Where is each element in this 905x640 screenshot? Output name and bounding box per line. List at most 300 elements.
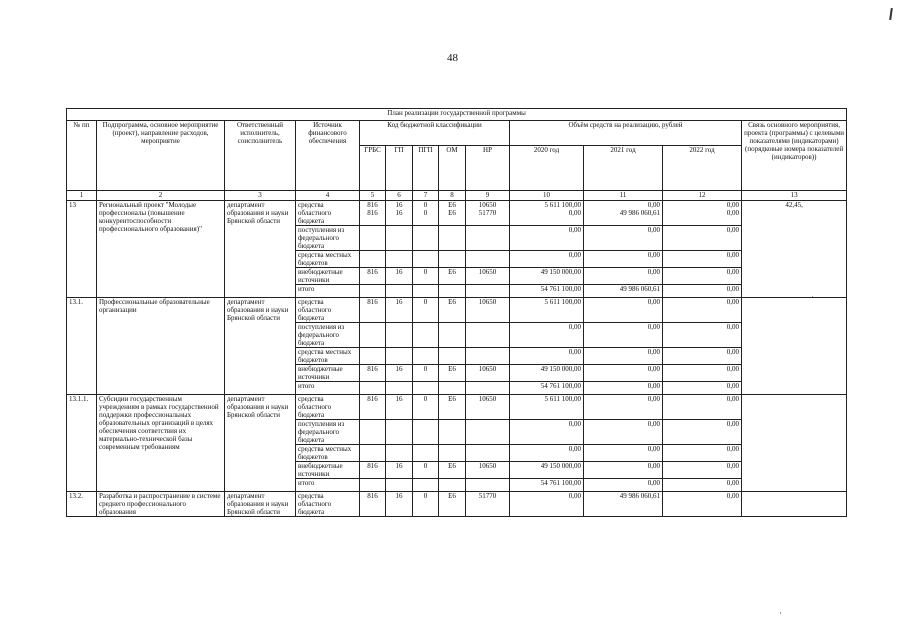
amount-value: 0,00 bbox=[647, 348, 660, 356]
amount-value: 0,00 bbox=[647, 365, 660, 373]
scan-edge-mark bbox=[889, 8, 893, 20]
budget-code-cell bbox=[466, 226, 510, 251]
header-nr: НР bbox=[466, 146, 510, 191]
code-value: 10650 bbox=[478, 201, 497, 209]
column-number: 10 bbox=[510, 191, 584, 201]
budget-code-cell bbox=[386, 201, 413, 226]
budget-code-cell bbox=[466, 445, 510, 462]
amount-value: 0,00 bbox=[568, 323, 581, 331]
code-value: 10650 bbox=[478, 298, 497, 306]
amount-value: 0,00 bbox=[726, 420, 739, 428]
code-stack bbox=[362, 479, 383, 491]
code-stack bbox=[362, 201, 383, 221]
amount-2020 bbox=[510, 201, 584, 226]
budget-code-cell bbox=[413, 462, 439, 479]
executor: департамент образования и науки Брянской области bbox=[225, 298, 296, 395]
code-value: 16 bbox=[395, 268, 403, 276]
code-stack bbox=[388, 365, 410, 381]
amount-2021 bbox=[584, 268, 663, 285]
code-stack bbox=[441, 420, 463, 440]
code-value: Е6 bbox=[448, 268, 456, 276]
code-stack bbox=[441, 492, 463, 512]
budget-code-cell bbox=[360, 226, 386, 251]
funding-source: средства областного бюджета bbox=[296, 492, 360, 517]
amount-value: 0,00 bbox=[726, 201, 739, 209]
funding-source: средства местных бюджетов bbox=[296, 348, 360, 365]
code-stack bbox=[415, 420, 436, 440]
table-row bbox=[67, 298, 847, 323]
amount-value: 49 150 000,00 bbox=[540, 365, 581, 373]
header-funding: Объём средств на реализацию, рублей bbox=[510, 121, 742, 146]
code-value: 10650 bbox=[478, 365, 497, 373]
program-plan-table bbox=[66, 108, 847, 517]
amount-value: 0,00 bbox=[726, 348, 739, 356]
amount-2020 bbox=[510, 382, 584, 395]
code-stack bbox=[468, 323, 507, 343]
budget-code-cell bbox=[386, 226, 413, 251]
funding-source: средства местных бюджетов bbox=[296, 251, 360, 268]
activity-name: Региональный проект "Молодые профессионалы (повышение конкурентоспособности профессионального образования)" bbox=[97, 201, 225, 298]
table-body bbox=[67, 109, 847, 517]
amount-value: 0,00 bbox=[726, 298, 739, 306]
code-stack bbox=[362, 462, 383, 478]
funding-source: итого bbox=[296, 382, 360, 395]
table-row bbox=[67, 201, 847, 226]
budget-code-cell bbox=[360, 298, 386, 323]
amount-value: 0,00 bbox=[726, 462, 739, 470]
amount-value: 5 611 100,00 bbox=[544, 298, 581, 306]
column-number: 1 bbox=[67, 191, 97, 201]
column-number: 7 bbox=[413, 191, 439, 201]
table-row bbox=[67, 492, 847, 517]
amount-2020 bbox=[510, 492, 584, 517]
funding-source: средства местных бюджетов bbox=[296, 445, 360, 462]
amount-2021 bbox=[584, 298, 663, 323]
code-stack bbox=[468, 201, 507, 221]
table-title: План реализации государственной программы bbox=[67, 109, 847, 121]
code-stack bbox=[362, 492, 383, 512]
budget-code-cell bbox=[413, 395, 439, 420]
budget-code-cell bbox=[413, 251, 439, 268]
amount-2020 bbox=[510, 365, 584, 382]
funding-source: внебюджетные источники bbox=[296, 365, 360, 382]
code-stack bbox=[388, 348, 410, 364]
amount-2020 bbox=[510, 251, 584, 268]
budget-code-cell bbox=[360, 348, 386, 365]
budget-code-cell bbox=[386, 365, 413, 382]
budget-code-cell bbox=[360, 479, 386, 492]
code-value: 816 bbox=[367, 365, 378, 373]
column-number-row bbox=[67, 191, 847, 201]
code-value: 816 bbox=[367, 492, 378, 500]
amount-value: 54 761 100,00 bbox=[540, 479, 581, 487]
amount-2022 bbox=[663, 382, 742, 395]
code-value: 16 bbox=[395, 298, 403, 306]
amount-2021 bbox=[584, 348, 663, 365]
code-value: Е6 bbox=[448, 209, 456, 217]
code-stack bbox=[441, 348, 463, 364]
budget-code-cell bbox=[386, 348, 413, 365]
column-number: 6 bbox=[386, 191, 413, 201]
funding-source: поступления из федерального бюджета bbox=[296, 226, 360, 251]
code-stack bbox=[468, 462, 507, 478]
executor: департамент образования и науки Брянской области bbox=[225, 492, 296, 517]
header-link: Связь основного мероприятия, проекта (программы) с целевыми показателями (индикаторами) (порядковые номера показателей (индикаторов)) bbox=[742, 121, 847, 191]
amount-value: 0,00 bbox=[726, 226, 739, 234]
row-number: 13 bbox=[67, 201, 97, 298]
code-stack bbox=[415, 268, 436, 284]
amount-value: 0,00 bbox=[726, 479, 739, 487]
row-number: 13.1.1. bbox=[67, 395, 97, 492]
amount-value: 0,00 bbox=[726, 395, 739, 403]
amount-value: 0,00 bbox=[568, 420, 581, 428]
code-stack bbox=[415, 492, 436, 512]
code-stack bbox=[362, 382, 383, 394]
budget-code-cell bbox=[439, 382, 466, 395]
code-stack bbox=[388, 226, 410, 246]
amount-value: 0,00 bbox=[568, 209, 581, 217]
executor: департамент образования и науки Брянской области bbox=[225, 395, 296, 492]
code-value: 16 bbox=[395, 462, 403, 470]
column-number: 12 bbox=[663, 191, 742, 201]
header-2020: 2020 год bbox=[510, 146, 584, 191]
budget-code-cell bbox=[413, 365, 439, 382]
code-stack bbox=[388, 298, 410, 318]
amount-2021 bbox=[584, 420, 663, 445]
code-stack bbox=[441, 251, 463, 267]
amount-value: 54 761 100,00 bbox=[540, 285, 581, 293]
amount-2021 bbox=[584, 323, 663, 348]
budget-code-cell bbox=[386, 285, 413, 298]
amount-2022 bbox=[663, 365, 742, 382]
code-value: 0 bbox=[423, 492, 428, 500]
amount-value: 0,00 bbox=[647, 298, 660, 306]
budget-code-cell bbox=[439, 479, 466, 492]
budget-code-cell bbox=[439, 492, 466, 517]
column-number: 13 bbox=[742, 191, 847, 201]
code-stack bbox=[415, 323, 436, 343]
budget-code-cell bbox=[413, 285, 439, 298]
code-stack bbox=[362, 323, 383, 343]
code-stack bbox=[415, 285, 436, 297]
budget-code-cell bbox=[466, 298, 510, 323]
amount-value: 0,00 bbox=[647, 201, 660, 209]
code-stack bbox=[362, 298, 383, 318]
budget-code-cell bbox=[386, 420, 413, 445]
code-stack bbox=[388, 462, 410, 478]
row-number: 13.2. bbox=[67, 492, 97, 517]
budget-code-cell bbox=[413, 479, 439, 492]
amount-2022 bbox=[663, 323, 742, 348]
budget-code-cell bbox=[439, 298, 466, 323]
budget-code-cell bbox=[413, 268, 439, 285]
budget-code-cell bbox=[466, 462, 510, 479]
budget-code-cell bbox=[413, 492, 439, 517]
amount-value: 0,00 bbox=[726, 251, 739, 259]
budget-code-cell bbox=[386, 323, 413, 348]
code-value: 816 bbox=[367, 209, 378, 217]
column-number: 11 bbox=[584, 191, 663, 201]
amount-value: 0,00 bbox=[568, 348, 581, 356]
budget-code-cell bbox=[466, 323, 510, 348]
budget-code-cell bbox=[466, 348, 510, 365]
budget-code-cell bbox=[439, 201, 466, 226]
code-stack bbox=[441, 201, 463, 221]
code-stack bbox=[415, 479, 436, 491]
amount-value: 0,00 bbox=[647, 479, 660, 487]
code-value: 0 bbox=[423, 209, 428, 217]
activity-name: Субсидии государственным учреждениям в рамках государственной поддержки профессиональных образовательных организаций в целях обеспечения соответствия их материально-технической базы современным требованиям bbox=[97, 395, 225, 492]
amount-2020 bbox=[510, 420, 584, 445]
code-stack bbox=[441, 382, 463, 394]
code-value: 51770 bbox=[478, 492, 497, 500]
code-stack bbox=[362, 226, 383, 246]
amount-value: 0,00 bbox=[726, 285, 739, 293]
code-value: 16 bbox=[395, 395, 403, 403]
amount-value: 0,00 bbox=[647, 323, 660, 331]
activity-name: Разработка и распространение в системе среднего профессионального образования bbox=[97, 492, 225, 517]
amount-value: 5 611 100,00 bbox=[544, 201, 581, 209]
header-num: № пп bbox=[67, 121, 97, 191]
code-stack bbox=[415, 382, 436, 394]
budget-code-cell bbox=[360, 268, 386, 285]
code-stack bbox=[415, 395, 436, 415]
code-value: 16 bbox=[395, 209, 403, 217]
code-value: Е6 bbox=[448, 492, 456, 500]
funding-source: внебюджетные источники bbox=[296, 462, 360, 479]
code-stack bbox=[468, 445, 507, 461]
amount-2021 bbox=[584, 479, 663, 492]
amount-2022 bbox=[663, 348, 742, 365]
code-stack bbox=[468, 365, 507, 381]
header-budget-code: Код бюджетной классификации bbox=[360, 121, 510, 146]
budget-code-cell bbox=[466, 365, 510, 382]
amount-2022 bbox=[663, 268, 742, 285]
amount-value: 0,00 bbox=[568, 492, 581, 500]
amount-2022 bbox=[663, 445, 742, 462]
amount-2020 bbox=[510, 348, 584, 365]
code-stack bbox=[468, 268, 507, 284]
scan-speck bbox=[780, 612, 781, 614]
budget-code-cell bbox=[439, 268, 466, 285]
budget-code-cell bbox=[466, 395, 510, 420]
budget-code-cell bbox=[439, 462, 466, 479]
code-value: Е6 bbox=[448, 462, 456, 470]
amount-2020 bbox=[510, 285, 584, 298]
amount-2022 bbox=[663, 201, 742, 226]
budget-code-cell bbox=[466, 479, 510, 492]
amount-value: 0,00 bbox=[726, 445, 739, 453]
amount-2020 bbox=[510, 226, 584, 251]
code-stack bbox=[415, 251, 436, 267]
code-stack bbox=[415, 226, 436, 246]
code-value: 16 bbox=[395, 201, 403, 209]
column-number: 3 bbox=[225, 191, 296, 201]
budget-code-cell bbox=[413, 382, 439, 395]
code-stack bbox=[388, 479, 410, 491]
code-value: 10650 bbox=[478, 395, 497, 403]
amount-value: 0,00 bbox=[647, 395, 660, 403]
amount-2022 bbox=[663, 492, 742, 517]
code-value: 51770 bbox=[478, 209, 497, 217]
code-value: 816 bbox=[367, 268, 378, 276]
funding-source: итого bbox=[296, 285, 360, 298]
amount-value: 5 611 100,00 bbox=[544, 395, 581, 403]
amount-value: 0,00 bbox=[647, 462, 660, 470]
code-value: Е6 bbox=[448, 365, 456, 373]
amount-2021 bbox=[584, 492, 663, 517]
column-number: 2 bbox=[97, 191, 225, 201]
code-stack bbox=[441, 462, 463, 478]
column-number: 4 bbox=[296, 191, 360, 201]
budget-code-cell bbox=[439, 420, 466, 445]
budget-code-cell bbox=[466, 420, 510, 445]
amount-2020 bbox=[510, 462, 584, 479]
budget-code-cell bbox=[360, 492, 386, 517]
budget-code-cell bbox=[439, 323, 466, 348]
budget-code-cell bbox=[386, 445, 413, 462]
code-value: 10650 bbox=[478, 462, 497, 470]
amount-2022 bbox=[663, 226, 742, 251]
code-stack bbox=[362, 365, 383, 381]
amount-value: 0,00 bbox=[726, 268, 739, 276]
budget-code-cell bbox=[439, 395, 466, 420]
amount-2021 bbox=[584, 445, 663, 462]
code-value: 816 bbox=[367, 298, 378, 306]
code-stack bbox=[362, 445, 383, 461]
code-stack bbox=[468, 382, 507, 394]
header-gp: ГП bbox=[386, 146, 413, 191]
amount-value: 0,00 bbox=[647, 445, 660, 453]
budget-code-cell bbox=[466, 285, 510, 298]
code-stack bbox=[415, 348, 436, 364]
funding-source: итого bbox=[296, 479, 360, 492]
code-stack bbox=[441, 268, 463, 284]
amount-value: 0,00 bbox=[647, 226, 660, 234]
amount-2021 bbox=[584, 201, 663, 226]
header-om: ОМ bbox=[439, 146, 466, 191]
code-stack bbox=[362, 420, 383, 440]
indicator-link bbox=[742, 395, 847, 492]
code-value: 10650 bbox=[478, 268, 497, 276]
code-stack bbox=[388, 420, 410, 440]
column-number: 9 bbox=[466, 191, 510, 201]
budget-code-cell bbox=[413, 298, 439, 323]
budget-code-cell bbox=[466, 268, 510, 285]
budget-code-cell bbox=[360, 323, 386, 348]
amount-value: 0,00 bbox=[647, 251, 660, 259]
code-value: 0 bbox=[423, 365, 428, 373]
amount-value: 49 150 000,00 bbox=[540, 462, 581, 470]
amount-2021 bbox=[584, 285, 663, 298]
amount-value: 0,00 bbox=[726, 365, 739, 373]
header-executor: Ответственный исполнитель, соисполнитель bbox=[225, 121, 296, 191]
budget-code-cell bbox=[386, 268, 413, 285]
amount-value: 49 150 000,00 bbox=[540, 268, 581, 276]
code-stack bbox=[441, 285, 463, 297]
amount-2020 bbox=[510, 268, 584, 285]
budget-code-cell bbox=[360, 365, 386, 382]
budget-code-cell bbox=[413, 348, 439, 365]
code-stack bbox=[362, 395, 383, 415]
amount-value: 49 986 060,61 bbox=[619, 285, 660, 293]
code-value: 816 bbox=[367, 395, 378, 403]
budget-code-cell bbox=[466, 492, 510, 517]
column-number: 5 bbox=[360, 191, 386, 201]
amount-value: 0,00 bbox=[647, 268, 660, 276]
code-stack bbox=[441, 445, 463, 461]
budget-code-cell bbox=[386, 251, 413, 268]
amount-value: 49 986 060,61 bbox=[619, 209, 660, 217]
code-stack bbox=[441, 298, 463, 318]
code-stack bbox=[468, 420, 507, 440]
budget-code-cell bbox=[360, 445, 386, 462]
budget-code-cell bbox=[360, 201, 386, 226]
code-value: 0 bbox=[423, 298, 428, 306]
code-value: 0 bbox=[423, 462, 428, 470]
funding-source: поступления из федерального бюджета bbox=[296, 323, 360, 348]
amount-2022 bbox=[663, 298, 742, 323]
code-stack bbox=[468, 395, 507, 415]
code-stack bbox=[468, 479, 507, 491]
funding-source: средства областного бюджета bbox=[296, 201, 360, 226]
budget-code-cell bbox=[386, 462, 413, 479]
amount-2021 bbox=[584, 382, 663, 395]
code-stack bbox=[468, 285, 507, 297]
budget-code-cell bbox=[439, 251, 466, 268]
code-value: 816 bbox=[367, 201, 378, 209]
executor: департамент образования и науки Брянской области bbox=[225, 201, 296, 298]
amount-value: 49 986 060,61 bbox=[619, 492, 660, 500]
code-stack bbox=[415, 298, 436, 318]
budget-code-cell bbox=[439, 226, 466, 251]
code-value: Е6 bbox=[448, 201, 456, 209]
code-stack bbox=[441, 226, 463, 246]
amount-2021 bbox=[584, 226, 663, 251]
code-stack bbox=[388, 201, 410, 221]
budget-code-cell bbox=[386, 382, 413, 395]
budget-code-cell bbox=[360, 462, 386, 479]
code-stack bbox=[388, 492, 410, 512]
amount-2020 bbox=[510, 323, 584, 348]
code-stack bbox=[415, 201, 436, 221]
column-number: 8 bbox=[439, 191, 466, 201]
budget-code-cell bbox=[386, 298, 413, 323]
header-2021: 2021 год bbox=[584, 146, 663, 191]
amount-value: 0,00 bbox=[647, 382, 660, 390]
amount-value: 0,00 bbox=[726, 492, 739, 500]
code-stack bbox=[362, 348, 383, 364]
amount-2021 bbox=[584, 395, 663, 420]
budget-code-cell bbox=[413, 323, 439, 348]
budget-code-cell bbox=[439, 348, 466, 365]
code-stack bbox=[441, 479, 463, 491]
budget-code-cell bbox=[360, 285, 386, 298]
budget-code-cell bbox=[360, 395, 386, 420]
code-stack bbox=[415, 445, 436, 461]
code-stack bbox=[468, 298, 507, 318]
activity-name: Профессиональные образовательные организации bbox=[97, 298, 225, 395]
budget-code-cell bbox=[439, 365, 466, 382]
amount-2021 bbox=[584, 365, 663, 382]
indicator-link: 42,45, bbox=[742, 201, 847, 298]
code-stack bbox=[388, 285, 410, 297]
budget-code-cell bbox=[413, 201, 439, 226]
table-row bbox=[67, 395, 847, 420]
page-number: 48 bbox=[447, 52, 458, 64]
amount-2022 bbox=[663, 285, 742, 298]
budget-code-cell bbox=[466, 251, 510, 268]
